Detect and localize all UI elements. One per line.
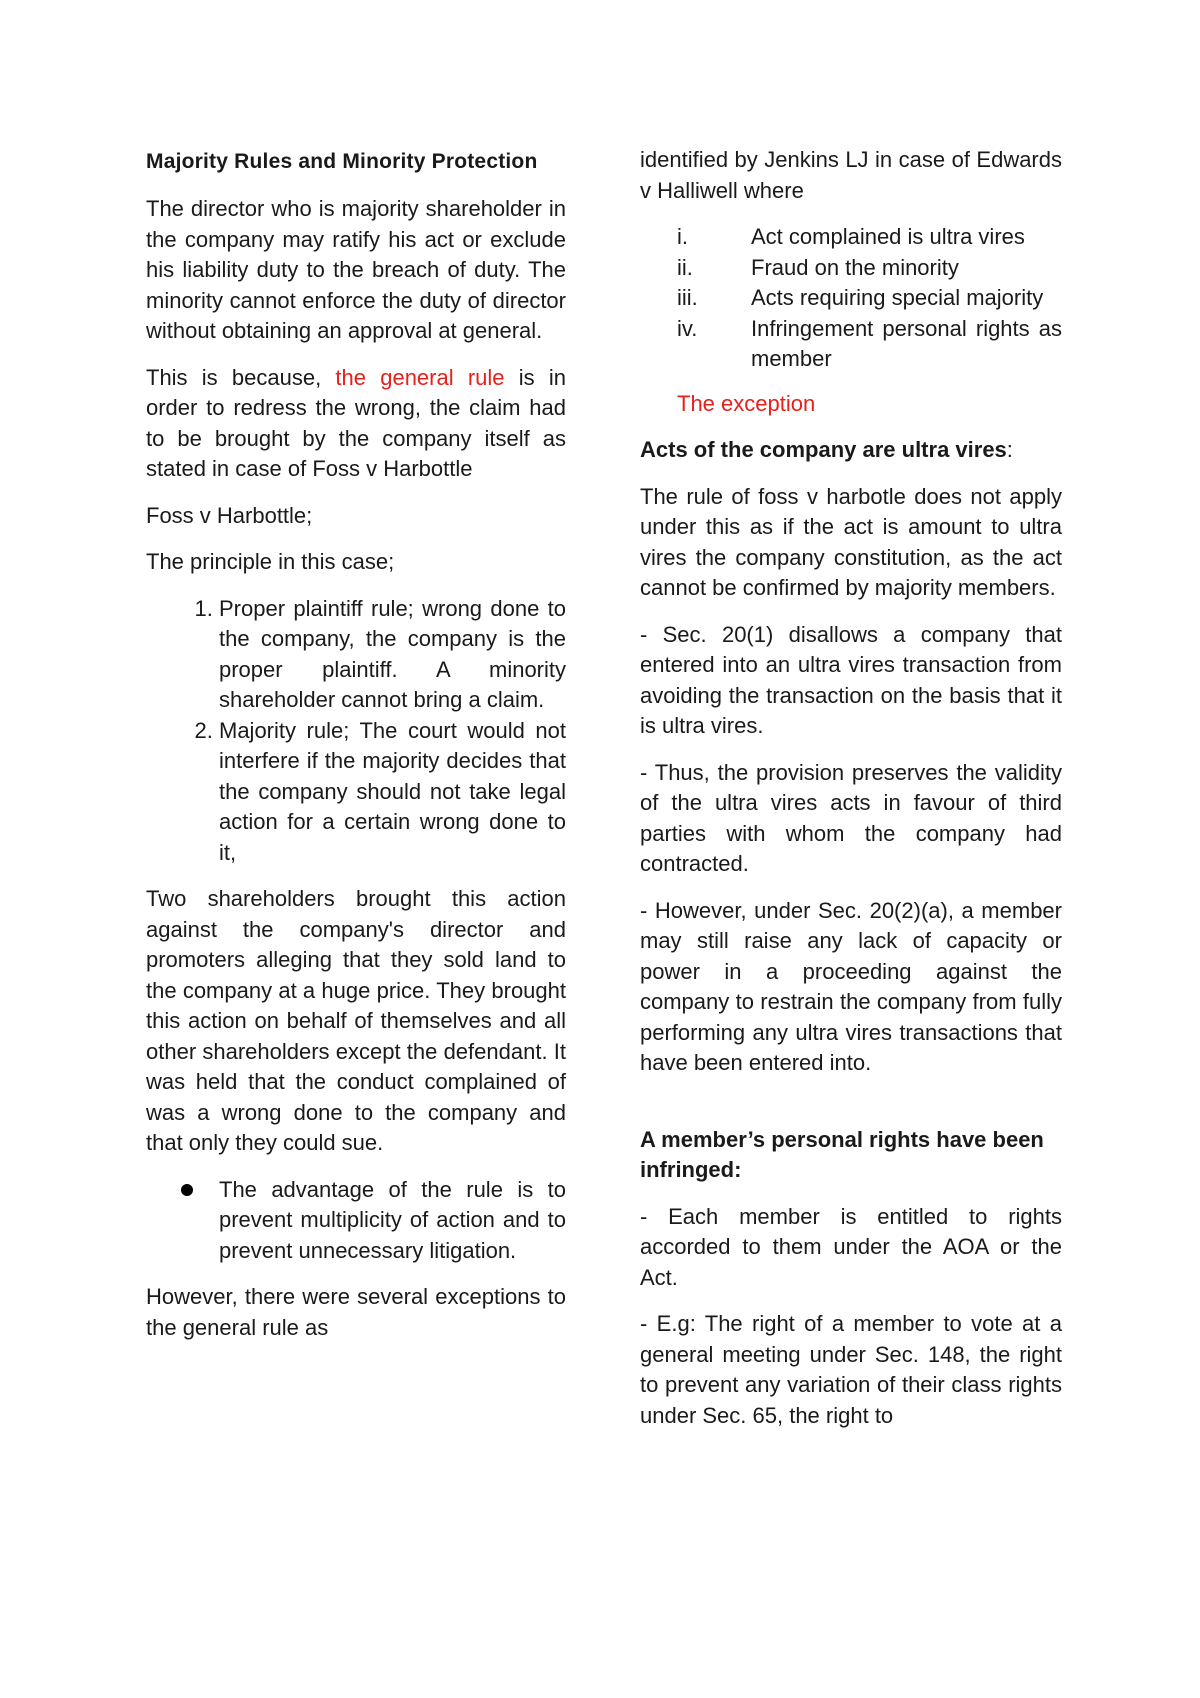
- general-rule-highlight: the general rule: [335, 364, 505, 390]
- list-item: [640, 283, 1062, 314]
- item-number: ii.: [677, 254, 693, 280]
- list-item: [640, 253, 1062, 284]
- item-text: Fraud on the minority: [751, 254, 959, 280]
- paragraph-member-rights: - Each member is entitled to rights accorded to them under the AOA or the Act.: [640, 1203, 1062, 1290]
- paragraph-sec-20-2a: - However, under Sec. 20(2)(a), a member may still raise any lack of capacity or power in a proceeding against the company to restrain the company from fully performing any ultra vires transactions that have been entered into.: [640, 897, 1062, 1075]
- item-text: Acts requiring special majority: [751, 285, 1044, 310]
- paragraph-sec-20-1: - Sec. 20(1) disallows a company that entered into an ultra vires transaction from avoiding the transaction on the basis that it is ultra vires.: [640, 621, 1062, 738]
- paragraph-case-facts: Two shareholders brought this action against the company's director and promoters alleging that they sold land to the company at a huge price. They brought this action on behalf of themselves and all other shareholders except the defendant. It was held that the conduct complained of was a wrong done to the company and that only they could sue.: [146, 886, 566, 1155]
- item-text: Act complained is ultra vires: [751, 224, 1025, 249]
- list-item: [640, 314, 1062, 375]
- list-item: [219, 1175, 566, 1267]
- case-name: Foss v Harbottle;: [146, 502, 313, 528]
- paragraph-exceptions-intro: However, there were several exceptions to the general rule as: [146, 1284, 566, 1340]
- paragraph-provision: - Thus, the provision preserves the validity of the ultra vires acts in favour of third parties with whom the company had contracted.: [640, 759, 1062, 876]
- paragraph-jenkins: identified by Jenkins LJ in case of Edwards v Halliwell where: [640, 147, 1062, 203]
- item-number: iii.: [677, 285, 698, 310]
- paragraph-example-rights: - E.g: The right of a member to vote at a general meeting under Sec. 148, the right to prevent any variation of their class rights under Sec. 65, the right to: [640, 1311, 1062, 1428]
- right-column: [640, 145, 1062, 1447]
- list-item: 1. Proper plaintiff rule; wrong done to the company, the company is the proper plaintiff. A minority shareholder cannot bring a claim.: [219, 594, 566, 716]
- list-item: 2. Majority rule; The court would not interfere if the majority decides that the company should not take legal action for a certain wrong done to it,: [219, 716, 566, 869]
- spacer: [640, 1095, 1062, 1125]
- advantage-list: [146, 1175, 566, 1267]
- exception-label: The exception: [677, 390, 816, 416]
- list-item: [640, 222, 1062, 253]
- principles-list: [146, 594, 566, 869]
- advantage-text: The advantage of the rule is to prevent multiplicity of action and to prevent unnecessary litigation.: [219, 1176, 566, 1263]
- heading-ultra-vires: [640, 435, 1062, 466]
- heading-ultra-vires-colon: :: [1006, 437, 1013, 462]
- general-rule-tail: is in order to redress the wrong, the claim had to be brought by the company itself as stated in case of Foss v Harbottle: [146, 364, 566, 481]
- paragraph-foss-rule: The rule of foss v harbotle does not apply under this as if the act is amount to ultra vires the company constitution, as the act cannot be confirmed by majority members.: [640, 483, 1062, 600]
- item-text: Infringement personal rights as member: [751, 315, 1062, 371]
- paragraph-general-rule: [146, 363, 566, 485]
- item-number: iv.: [677, 315, 698, 341]
- left-column: [146, 146, 566, 1359]
- general-rule-lead: This is because,: [146, 364, 336, 390]
- item-number: i.: [677, 224, 688, 249]
- heading-personal-rights: A member’s personal rights have been infringed:: [640, 1126, 1044, 1182]
- exceptions-list: [640, 222, 1062, 375]
- paragraph-director-ratify: The director who is majority shareholder in the company may ratify his act or exclude his liability duty to the breach of duty. The minority cannot enforce the duty of director without obtaining an approval at general.: [146, 196, 566, 343]
- bullet-dot-icon: [181, 1184, 193, 1196]
- principle-intro: The principle in this case;: [146, 549, 395, 574]
- document-title: Majority Rules and Minority Protection: [146, 150, 538, 173]
- heading-ultra-vires-text: Acts of the company are ultra vires: [640, 437, 1007, 462]
